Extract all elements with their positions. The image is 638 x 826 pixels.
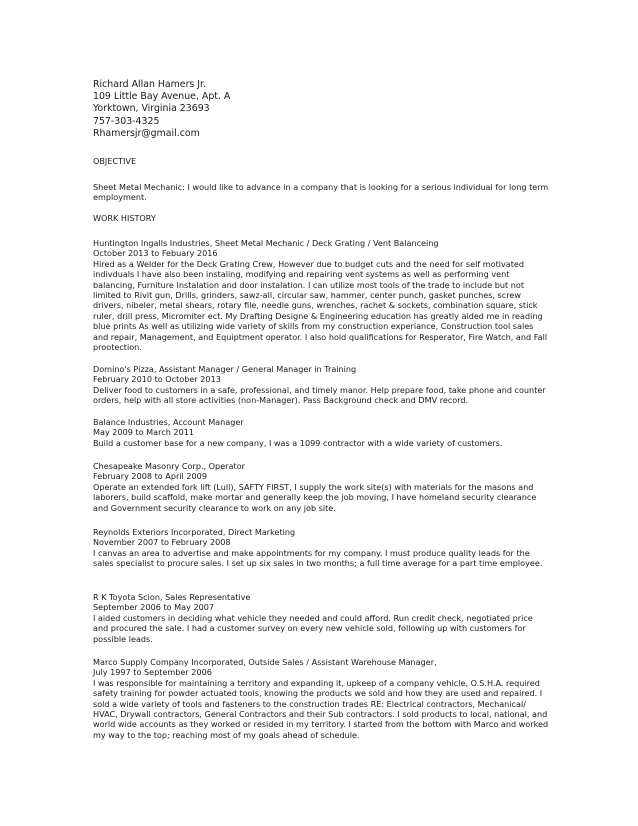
job-description: I canvas an area to advertise and make appointments for my company. I must produce quality leads for the sales specialist to procure sales. I set up six sales in two months; a full time average for a part time employee. [93, 547, 543, 569]
job-title: Domino's Pizza, Assistant Manager / General Manager in Training [93, 364, 357, 374]
job-dates: February 2010 to October 2013 [93, 374, 221, 385]
job-title: R K Toyota Scion, Sales Representative [93, 592, 251, 602]
job-description: Build a customer base for a new company, I was a 1099 contractor with a wide variety of customers. [93, 437, 503, 448]
work-history-heading: WORK HISTORY [93, 213, 156, 223]
job-dates: February 2008 to April 2009 [93, 471, 207, 482]
objective-paragraph: Sheet Metal Mechanic: I would like to advance in a company that is looking for a serious individual for long term employment. [93, 182, 549, 203]
job-entry [93, 657, 549, 740]
job-title: Balance Industries, Account Manager [93, 417, 244, 427]
job-dates: September 2006 to May 2007 [93, 602, 215, 613]
email-address: Rhamersjr@gmail.com [93, 127, 200, 139]
job-description: Operate an extended fork lift (Lull), SAFTY FIRST, I supply the work site(s) with materials for the masons and laborers, build scaffold, make mortar and generally keep the job moving, I have homeland security clearance and Government security clearance to work on any job site. [93, 481, 537, 513]
job-description: I aided customers in deciding what vehicle they needed and could afford. Run credit check, negotiated price and procured the sale. I had a customer survey on every new vehicle sold, following up with customers for possible leads. [93, 612, 533, 644]
job-dates: October 2013 to Febuary 2016 [93, 248, 218, 259]
job-title: Huntington Ingalls Industries, Sheet Metal Mechanic / Deck Grating / Vent Balanceing [93, 238, 439, 248]
contact-header [93, 79, 230, 140]
job-title: Marco Supply Company Incorporated, Outside Sales / Assistant Warehouse Manager, [93, 657, 437, 667]
job-dates: May 2009 to March 2011 [93, 427, 195, 438]
job-title: Chesapeake Masonry Corp., Operator [93, 461, 245, 471]
job-description: Hired as a Welder for the Deck Grating Crew, However due to budget cuts and the need for self motivated indivduals I have also been instaling, modifying and repairing vent systems as well as performing vent balancing, Furniture Instalation and door instalation. I can utilize most tools of the trade to include but not limited to Rivit gun, Drills, grinders, sawz-all, circular saw, hammer, center punch, gasket punches, screw drivers, nibeler, metal shears, rotary file, needle guns, wrenches, rachet & sockets, combination square, stick ruler, drill press, Micromiter ect. My Drafting Designe & Engineering education has greatly aided me in reading blue prints As well as utilizing wide variety of skills from my construction experiance, Construction tool sales and repair, Management, and Equiptment operator. I also hold qualifications for Resperator, Fire Watch, and Fall prootection. [93, 258, 548, 353]
job-entry [93, 461, 549, 513]
objective-text [93, 182, 549, 203]
address-line-1: 109 Little Bay Avenue, Apt. A [93, 91, 231, 103]
applicant-name: Richard Allan Hamers Jr. [93, 79, 207, 90]
job-description: Deliver food to customers in a safe, professional, and timely manor. Help prepare food, take phone and counter orders, help with all store activities (non-Manager). Pass Background check and DMV record. [93, 384, 546, 406]
job-dates: November 2007 to February 2008 [93, 537, 231, 548]
phone-number: 757-303-4325 [93, 115, 160, 127]
job-title: Reynolds Exteriors Incorporated, Direct Marketing [93, 527, 296, 537]
job-entry [93, 238, 549, 352]
objective-heading: OBJECTIVE [93, 156, 137, 166]
job-entry [93, 527, 549, 569]
job-dates: July 1997 to September 2006 [93, 667, 212, 678]
job-entry [93, 417, 549, 448]
address-line-2: Yorktown, Virginia 23693 [93, 103, 210, 115]
job-entry [93, 364, 549, 406]
job-entry [93, 592, 549, 644]
job-description: I was responsible for maintaining a territory and expanding it, upkeep of a company vehicle, O.S.H.A. required safety training for powder actuated tools, knowing the products we sold and how they are used and repaired. I sold a wide variety of tools and fasteners to the construction trades RE: Electrical contractors, Mechanical/ HVAC, Drywall contractors, General Contractors and their Sub contractors. I sold products to local, national, and world wide accounts as they worked or resided in my territory. I started from the bottom with Marco and worked my way to the top; reaching most of my goals ahead of schedule. [93, 677, 549, 740]
